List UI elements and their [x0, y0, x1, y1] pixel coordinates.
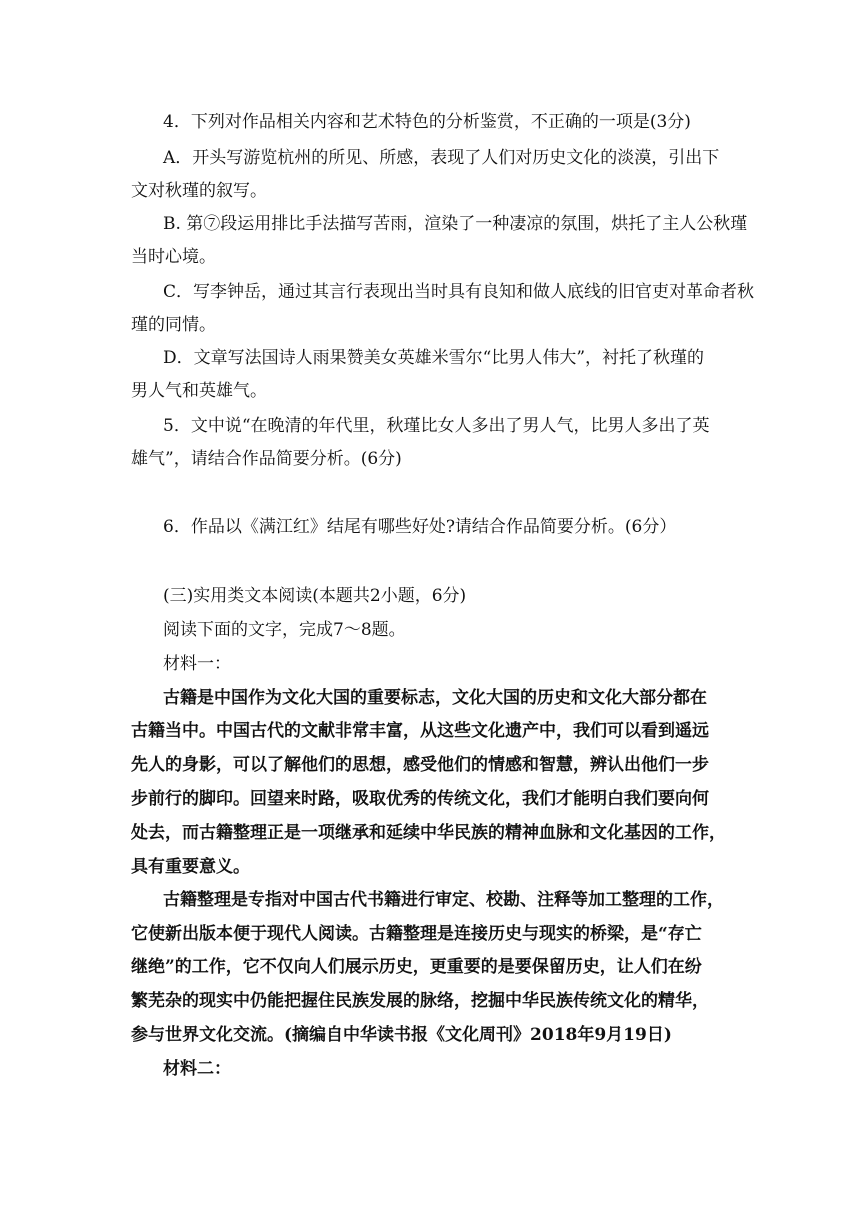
material1-p1-line-4: 步前行的脚印。回望来时路，吸取优秀的传统文化，我们才能明白我们要向何 [131, 789, 709, 809]
q4-option-c-line-2: 瑾的同情。 [131, 315, 216, 335]
material1-p1-line-2: 古籍当中。中国古代的文献非常丰富，从这些文化遗产中，我们可以看到遥远 [131, 721, 709, 741]
material1-p2-line-4: 繁芜杂的现实中仍能把握住民族发展的脉络，挖掘中华民族传统文化的精华， [131, 991, 709, 1011]
q5-line-2: 雄气”，请结合作品简要分析。(6分) [131, 449, 402, 469]
material1-p1-line-1: 古籍是中国作为文化大国的重要标志，文化大国的历史和文化大部分都在 [163, 688, 707, 708]
section3-heading: (三)实用类文本阅读(本题共2小题，6分) [163, 586, 467, 606]
material1-p2-line-3: 继绝”的工作，它不仅向人们展示历史，更重要的是要保留历史，让人们在纷 [131, 957, 702, 977]
material1-label: 材料一： [163, 654, 231, 674]
q4-option-a-line-2: 文对秋瑾的叙写。 [131, 181, 267, 201]
q4-option-c-line-1: C．写李钟岳，通过其言行表现出当时具有良知和做人底线的旧官吏对革命者秋 [163, 282, 755, 302]
section3-instruction: 阅读下面的文字，完成7～8题。 [163, 620, 406, 640]
material1-p1-line-5: 处去，而古籍整理正是一项继承和延续中华民族的精神血脉和文化基因的工作， [131, 823, 726, 843]
q4-option-b-line-1: B. 第⑦段运用排比手法描写苦雨，渲染了一种凄凉的氛围，烘托了主人公秋瑾 [163, 214, 748, 234]
q4-option-a-line-1: A．开头写游览杭州的所见、所感，表现了人们对历史文化的淡漠，引出下 [163, 148, 720, 168]
q4-option-d-line-1: D．文章写法国诗人雨果赞美女英雄米雪尔“比男人伟大”，衬托了秋瑾的 [163, 348, 705, 368]
material2-label: 材料二： [163, 1059, 231, 1079]
material1-p2-line-5: 参与世界文化交流。(摘编自中华读书报《文化周刊》2018年9月19日) [131, 1025, 672, 1045]
q6-stem: 6．作品以《满江红》结尾有哪些好处?请结合作品简要分析。(6分） [163, 517, 677, 537]
material1-p2-line-1: 古籍整理是专指对中国古代书籍进行审定、校勘、注释等加工整理的工作， [163, 890, 724, 910]
material1-p2-line-2: 它使新出版本便于现代人阅读。古籍整理是连接历史与现实的桥梁，是“存亡 [131, 924, 702, 944]
q4-option-d-line-2: 男人气和英雄气。 [131, 381, 267, 401]
material1-p1-line-6: 具有重要意义。 [131, 857, 250, 877]
q4-stem: 4．下列对作品相关内容和艺术特色的分析鉴赏，不正确的一项是(3分) [163, 112, 691, 132]
q4-option-b-line-2: 当时心境。 [131, 247, 216, 267]
q5-line-1: 5．文中说“在晚清的年代里，秋瑾比女人多出了男人气，比男人多出了英 [163, 416, 710, 436]
material1-p1-line-3: 先人的身影，可以了解他们的思想，感受他们的情感和智慧，辨认出他们一步 [131, 755, 709, 775]
